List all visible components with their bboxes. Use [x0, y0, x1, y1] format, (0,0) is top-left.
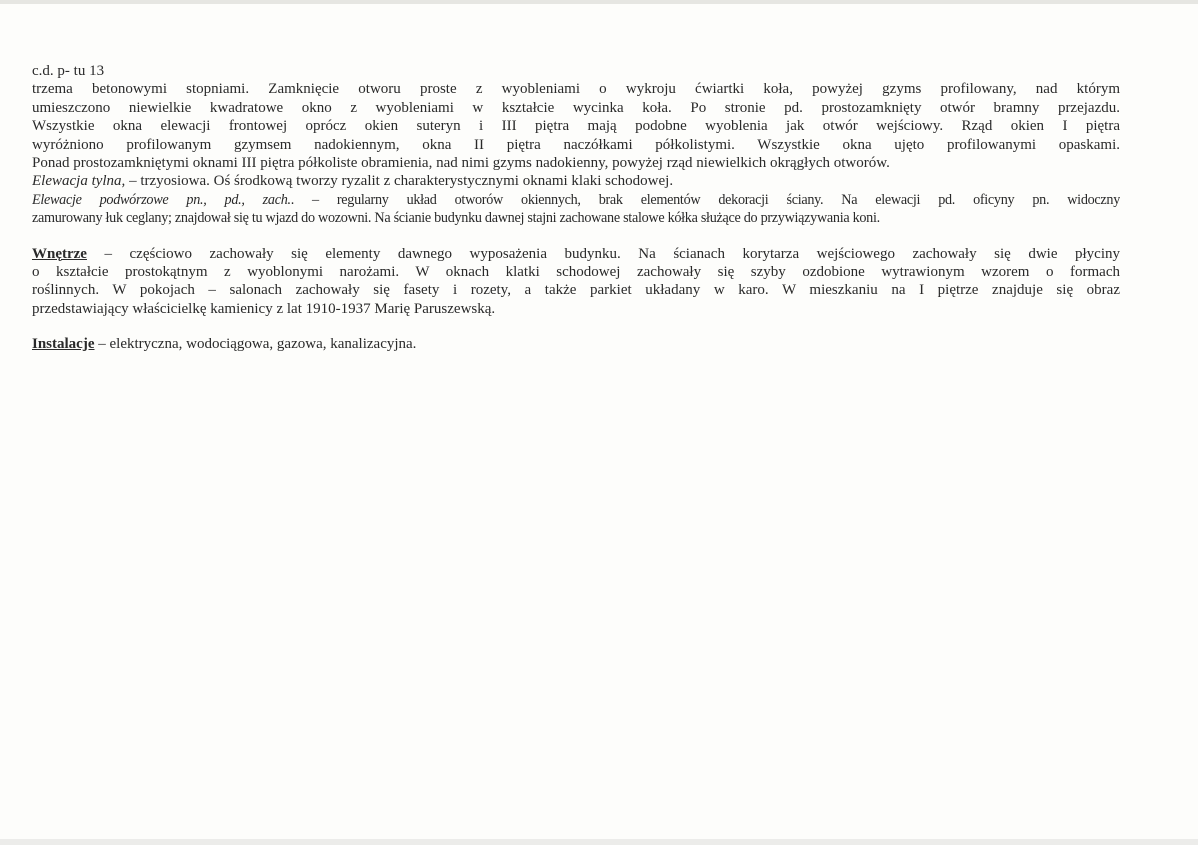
page-edge-top: [0, 0, 1198, 4]
text-line: roślinnych. W pokojach – salonach zachowały się fasety i rozety, a także parkiet układany w karo. W mieszkaniu na I piętrze znajduje się obraz: [32, 282, 1120, 299]
text-line: przedstawiający właścicielkę kamienicy z lat 1910-1937 Marię Paruszewską.: [32, 300, 496, 317]
courtyard-line-2: zamurowany łuk ceglany; znajdował się tu wjazd do wozowni. Na ścianie budynku dawnej stajni zachowane stalowe kółka służące do przywiązywania koni.: [32, 210, 880, 227]
interior-line-1: [32, 245, 1120, 263]
interior-text: – częściowo zachowały się elementy dawnego wyposażenia budynku. Na ścianach korytarza wejściowego zachowały się dwie płyciny: [86, 245, 1120, 262]
page-reference: c.d. p- tu 13: [32, 63, 105, 79]
courtyard-line-1: [32, 191, 1120, 209]
interior-section: [32, 245, 1120, 319]
interior-heading: Wnętrze: [32, 245, 87, 262]
facade-description: [32, 80, 1120, 190]
text-line: trzema betonowymi stopniami. Zamknięcie otworu proste z wyobleniami o wykroju ćwiartki koła, powyżej gzyms profilowany, nad którym: [32, 81, 1120, 98]
courtyard-elevations: [32, 191, 1120, 228]
paragraph-gap: [32, 228, 1120, 245]
rear-elevation-text: – trzyosiowa. Oś środkową tworzy ryzalit z charakterystycznymi oknami klaki schodowej.: [125, 173, 674, 190]
rear-elevation-line: [32, 172, 1120, 190]
text-line: Wszystkie okna elewacji frontowej oprócz okien suteryn i III piętra mają podobne wyoblenia jak otwór wejściowy. Rząd okien I piętra: [32, 118, 1120, 135]
courtyard-elevations-label: Elewacje podwórzowe pn., pd., zach.: [32, 191, 291, 208]
installations-section: [32, 335, 1120, 353]
page-edge-bottom: [0, 839, 1198, 845]
courtyard-elevations-text: . – regularny układ otworów okiennych, brak elementów dekoracji ściany. Na elewacji pd. oficyny pn. widoczny: [290, 191, 1120, 208]
text-line: Ponad prostozamkniętymi oknami III piętra półkoliste obramienia, nad nimi gzyms nadokienny, powyżej rząd niewielkich okrągłych otworów.: [32, 154, 890, 171]
installations-line: [32, 335, 1120, 353]
installations-text: – elektryczna, wodociągowa, gazowa, kanalizacyjna.: [94, 336, 417, 353]
text-line: umieszczono niewielkie kwadratowe okno z wyobleniami w kształcie wycinka koła. Po stronie pd. prostozamknięty otwór bramny przejazdu.: [32, 99, 1120, 116]
text-line: o kształcie prostokątnym z wyoblonymi narożami. W oknach klatki schodowej zachowały się szyby ozdobione wytrawionym wzorem o formach: [32, 263, 1120, 280]
rear-elevation-label: Elewacja tylna,: [32, 173, 126, 190]
paragraph-gap: [32, 318, 1120, 335]
text-line: wyróżniono profilowanym gzymsem nadokiennym, okna II piętra naczółkami półkolistymi. Wszystkie okna ujęto profilowanymi opaskami.: [32, 136, 1120, 153]
installations-heading: Instalacje: [32, 336, 95, 353]
document-body: [32, 62, 1120, 354]
